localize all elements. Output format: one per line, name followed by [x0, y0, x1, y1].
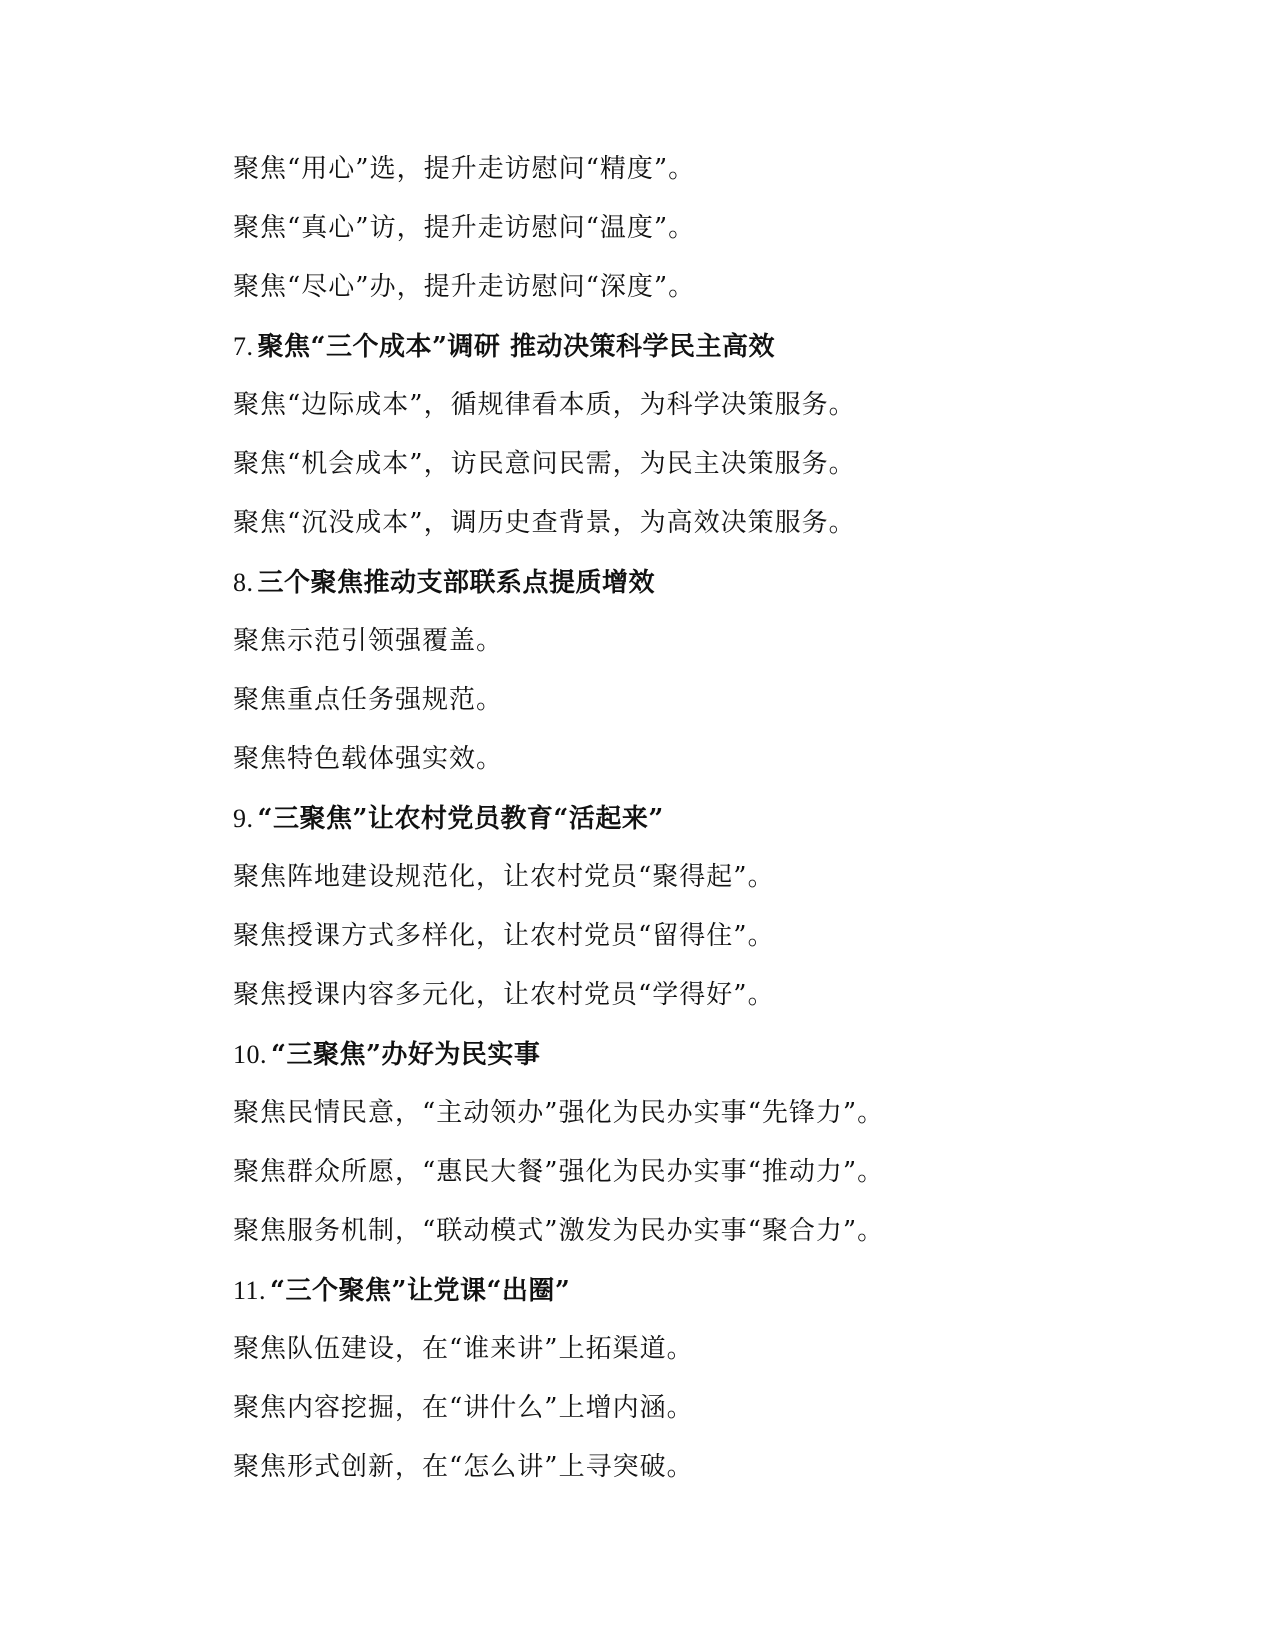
section-heading-8: [233, 553, 1133, 612]
list-item: 聚焦授课方式多样化，让农村党员“留得住”。: [233, 921, 775, 951]
list-item: 聚焦重点任务强规范。: [233, 685, 504, 715]
list-item: 聚焦“真心”访，提升走访慰问“温度”。: [233, 213, 696, 243]
document-body: [233, 140, 1133, 1497]
section-title: 三个聚焦推动支部联系点提质增效: [257, 568, 656, 598]
list-item: 聚焦示范引领强覆盖。: [233, 626, 504, 656]
section-heading-9: [233, 789, 1133, 848]
section-number: 11.: [233, 1276, 267, 1305]
list-item: 聚焦“机会成本”，访民意问民需，为民主决策服务。: [233, 449, 856, 479]
list-item: 聚焦授课内容多元化，让农村党员“学得好”。: [233, 980, 775, 1010]
section-title: “三聚焦”办好为民实事: [271, 1040, 541, 1070]
list-item: 聚焦“尽心”办，提升走访慰问“深度”。: [233, 272, 696, 302]
list-item: 聚焦特色载体强实效。: [233, 744, 504, 774]
list-item: 聚焦民情民意，“主动领办”强化为民办实事“先锋力”。: [233, 1098, 885, 1128]
list-item: 聚焦队伍建设，在“谁来讲”上拓渠道。: [233, 1334, 694, 1364]
list-item: 聚焦服务机制，“联动模式”激发为民办实事“聚合力”。: [233, 1216, 885, 1246]
section-number: 8.: [233, 568, 254, 597]
list-item: 聚焦形式创新，在“怎么讲”上寻突破。: [233, 1452, 694, 1482]
section-title: “三聚焦”让农村党员教育“活起来”: [257, 804, 664, 834]
list-item: 聚焦群众所愿，“惠民大餐”强化为民办实事“推动力”。: [233, 1157, 885, 1187]
section-number: 9.: [233, 804, 254, 833]
section-title: “三个聚焦”让党课“出圈”: [270, 1276, 571, 1306]
list-item: 聚焦阵地建设规范化，让农村党员“聚得起”。: [233, 862, 775, 892]
list-item: 聚焦“沉没成本”，调历史查背景，为高效决策服务。: [233, 508, 856, 538]
list-item: 聚焦“用心”选，提升走访慰问“精度”。: [233, 154, 696, 184]
section-title: 聚焦“三个成本”调研 推动决策科学民主高效: [257, 332, 775, 362]
section-heading-10: [233, 1025, 1133, 1084]
section-number: 10.: [233, 1040, 267, 1069]
section-heading-11: [233, 1261, 1133, 1320]
list-item: 聚焦“边际成本”，循规律看本质，为科学决策服务。: [233, 390, 856, 420]
section-heading-7: [233, 317, 1133, 376]
section-number: 7.: [233, 332, 254, 361]
list-item: 聚焦内容挖掘，在“讲什么”上增内涵。: [233, 1393, 694, 1423]
